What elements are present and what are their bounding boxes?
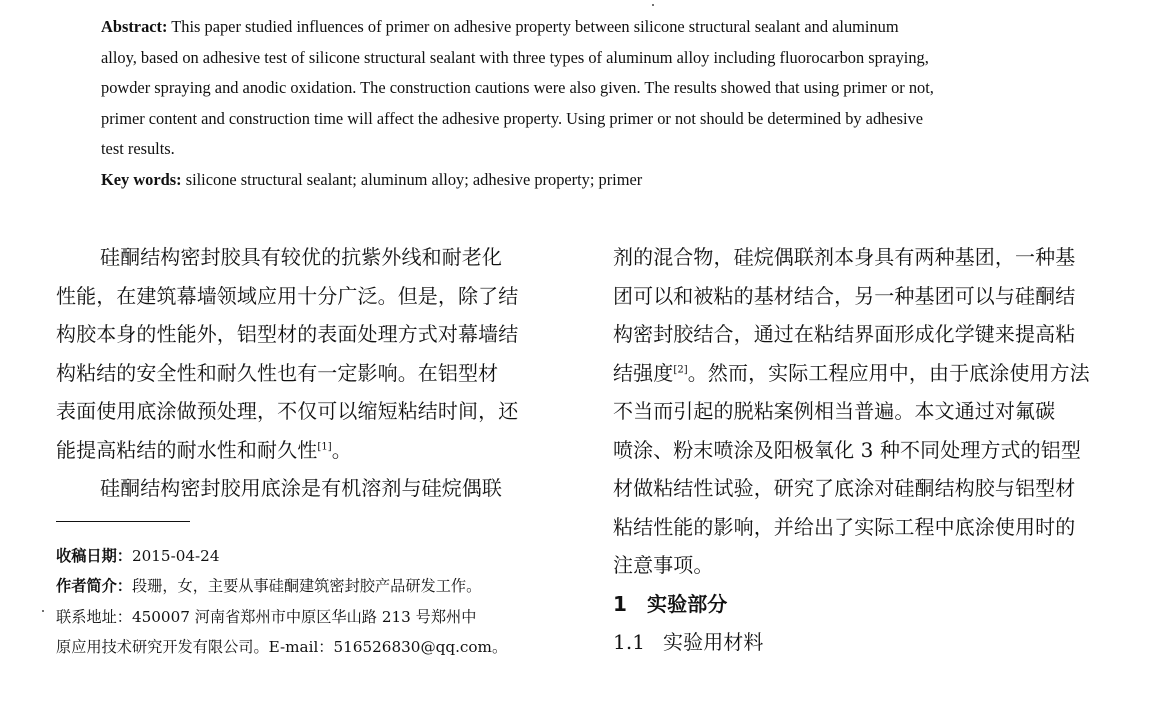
body-text: 。 <box>331 437 352 462</box>
scan-speck <box>42 610 44 612</box>
body-text: 结强度 <box>613 360 674 385</box>
section-title: 实验部分 <box>647 591 728 616</box>
body-line: 硅酮结构密封胶用底涂是有机溶剂与硅烷偶联 <box>100 476 502 500</box>
body-text: 能提高粘结的耐水性和耐久性 <box>56 437 318 462</box>
received-date: 2015-04-24 <box>131 547 220 565</box>
keywords-line <box>101 165 1079 196</box>
section-heading <box>613 585 1125 624</box>
footnotes <box>56 541 586 662</box>
body-line <box>56 431 568 470</box>
keywords-text: silicone structural sealant; aluminum alloy; adhesive property; primer <box>185 169 643 189</box>
abstract-line-4: primer content and construction time will affect the adhesive property. Using primer or not should be determined by adhesive <box>101 108 924 128</box>
body-line: 团可以和被粘的基材结合，另一种基团可以与硅酮结 <box>613 283 1076 308</box>
body-line: 构粘结的安全性和耐久性也有一定影响。在铝型材 <box>56 360 499 385</box>
body-line: 剂的混合物，硅烷偶联剂本身具有两种基团，一种基 <box>613 245 1076 269</box>
citation-ref[interactable]: [1] <box>317 440 332 452</box>
body-line: 不当而引起的脱粘案例相当普遍。本文通过对氟碳 <box>613 399 1056 423</box>
body-line <box>613 354 1125 393</box>
citation-ref[interactable]: [2] <box>673 363 688 375</box>
footnote-divider <box>56 521 190 522</box>
body-line: 材做粘结性试验，研究了底涂对硅酮结构胶与铝型材 <box>613 476 1076 500</box>
subsection-number: 1.1 <box>613 630 646 654</box>
right-column <box>613 238 1125 662</box>
body-line: 硅酮结构密封胶具有较优的抗紫外线和耐老化 <box>100 245 502 269</box>
left-column <box>56 238 568 508</box>
author-label: 作者简介： <box>56 577 132 596</box>
scan-speck <box>652 4 654 6</box>
abstract-line-2: alloy, based on adhesive test of silicone structural sealant with three types of aluminum alloy including fluorocarbon spraying, <box>101 47 929 67</box>
abstract-line-1 <box>101 12 1079 43</box>
subsection-title: 实验用材料 <box>663 630 764 654</box>
author-text: 段珊，女，主要从事硅酮建筑密封胶产品研发工作。 <box>131 577 482 596</box>
subsection-heading <box>613 623 1125 662</box>
keywords-label: Key words: <box>101 169 182 189</box>
contact-line: 原应用技术研究开发有限公司。E-mail：516526830@qq.com。 <box>56 637 508 656</box>
body-line: 构密封胶结合，通过在粘结界面形成化学键来提高粘 <box>613 322 1076 346</box>
abstract-line-3: powder spraying and anodic oxidation. The construction cautions were also given. The results showed that using primer or not, <box>101 78 934 98</box>
contact-line: 联系地址：450007 河南省郑州市中原区华山路 213 号郑州中 <box>56 607 477 626</box>
body-line: 喷涂、粉末喷涂及阳极氧化 3 种不同处理方式的铝型 <box>613 437 1081 462</box>
body-line: 粘结性能的影响，并给出了实际工程中底涂使用时的 <box>613 514 1076 539</box>
body-line: 构胶本身的性能外，铝型材的表面处理方式对幕墙结 <box>56 322 519 346</box>
abstract-text: This paper studied influences of primer on adhesive property between silicone structural sealant and aluminum <box>171 17 899 36</box>
body-text: 。然而，实际工程应用中，由于底涂使用方法 <box>687 360 1090 385</box>
received-label: 收稿日期： <box>56 547 132 565</box>
body-line: 注意事项。 <box>613 553 714 577</box>
abstract-line-5: test results. <box>101 139 175 159</box>
received-date-line <box>56 541 586 571</box>
section-number: 1 <box>613 591 628 616</box>
body-line: 表面使用底涂做预处理，不仅可以缩短粘结时间，还 <box>56 399 519 423</box>
abstract-label: Abstract: <box>101 17 168 36</box>
abstract-block <box>101 12 1079 196</box>
body-line: 性能，在建筑幕墙领域应用十分广泛。但是，除了结 <box>56 283 519 308</box>
author-line <box>56 571 586 601</box>
